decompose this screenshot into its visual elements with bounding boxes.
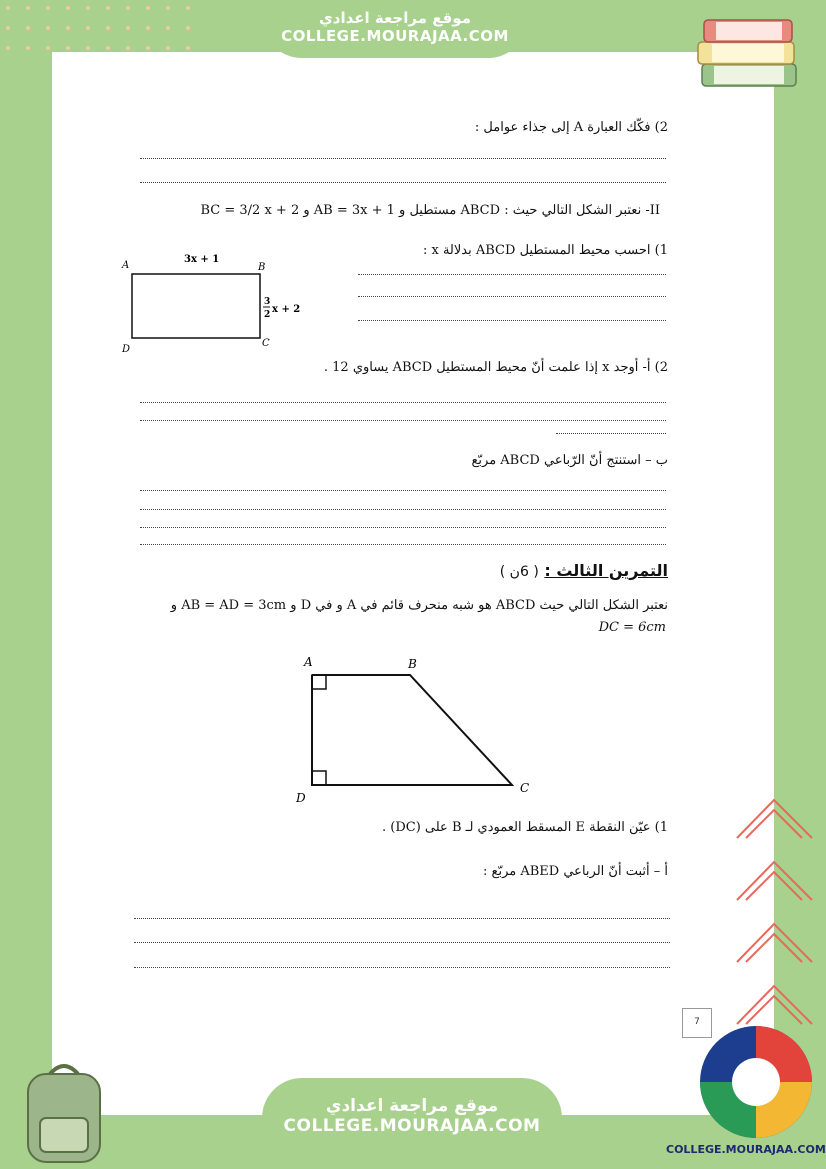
vertex-d: D (122, 344, 131, 355)
exercise3-points: ( 6ن ) (499, 564, 539, 580)
answer-line (140, 527, 666, 528)
vertex-c: C (520, 781, 530, 795)
side-ab-label: 3x + 1 (184, 254, 220, 265)
side-bc-rest: x + 2 (272, 304, 301, 315)
answer-line (140, 544, 666, 545)
vertex-c: C (262, 338, 270, 349)
vertex-d: D (296, 791, 306, 805)
exercise2-part2-q2b: ب – استنتج أنّ الرّباعي ABCD مربّع (471, 453, 668, 468)
answer-line (358, 274, 666, 275)
books-icon (694, 14, 804, 98)
exercise2-part2-q1: 1) احسب محيط المستطيل ABCD بدلالة x : (422, 243, 668, 258)
logo-caption: COLLEGE.MOURAJAA.COM (666, 1143, 826, 1156)
site-logo-icon[interactable] (694, 1022, 818, 1142)
site-name: موقع مراجعة اعدادي (319, 9, 471, 27)
footer-tab (262, 1078, 562, 1169)
vertex-b: B (408, 657, 417, 671)
answer-line (358, 320, 666, 321)
answer-line (140, 420, 666, 421)
exercise3-dc-value: DC = 6cm (598, 620, 666, 635)
exercise3-q1a: أ – أثبت أنّ الرباعي ABED مربّع : (483, 864, 668, 879)
answer-line (134, 918, 670, 919)
rectangle-figure (118, 250, 308, 360)
footer-site-domain[interactable]: COLLEGE.MOURAJAA.COM (283, 1116, 541, 1136)
exercise3-q1: 1) عيّن النقطة E المسقط العمودي لـ B على (DC) . (382, 820, 668, 835)
exercise2-part2-intro: II- نعتبر الشكل التالي حيث : ABCD مستطيل و AB = 3x + 1 و BC = 3/2 x + 2 (200, 203, 660, 218)
answer-line (358, 296, 666, 297)
answer-line (134, 942, 670, 943)
footer-site-name: موقع مراجعة اعدادي (325, 1096, 499, 1116)
side-bc-den: 2 (264, 310, 271, 320)
vertex-a: A (122, 260, 130, 271)
answer-line (140, 158, 666, 159)
header-tab (262, 0, 528, 58)
page-number: 7 (682, 1008, 712, 1038)
trapezoid-figure (290, 650, 540, 810)
answer-line (556, 433, 666, 434)
site-domain[interactable]: COLLEGE.MOURAJAA.COM (281, 27, 509, 45)
answer-line (140, 182, 666, 183)
exercise2-part2-q2a: 2) أ- أوجد x إذا علمت أنّ محيط المستطيل ABCD يساوي 12 . (323, 360, 668, 375)
exercise3-title: التمرين الثالث : (544, 561, 668, 580)
answer-line (140, 490, 666, 491)
side-bc-num: 3 (264, 297, 271, 307)
answer-line (140, 402, 666, 403)
chevron-decoration-icon (732, 790, 822, 1040)
backpack-icon (14, 1054, 114, 1166)
exercise3-heading (500, 561, 668, 580)
answer-line (140, 509, 666, 510)
vertex-b: B (258, 262, 266, 273)
vertex-a: A (304, 655, 313, 669)
exercise3-intro: نعتبر الشكل التالي حيث ABCD هو شبه منحرف قائم في A و في D و AB = AD = 3cm و (170, 598, 668, 613)
answer-line (134, 967, 670, 968)
decorative-dots (0, 0, 200, 60)
exercise2-question2: 2) فكّك العبارة A إلى جذاء عوامل : (474, 120, 668, 135)
